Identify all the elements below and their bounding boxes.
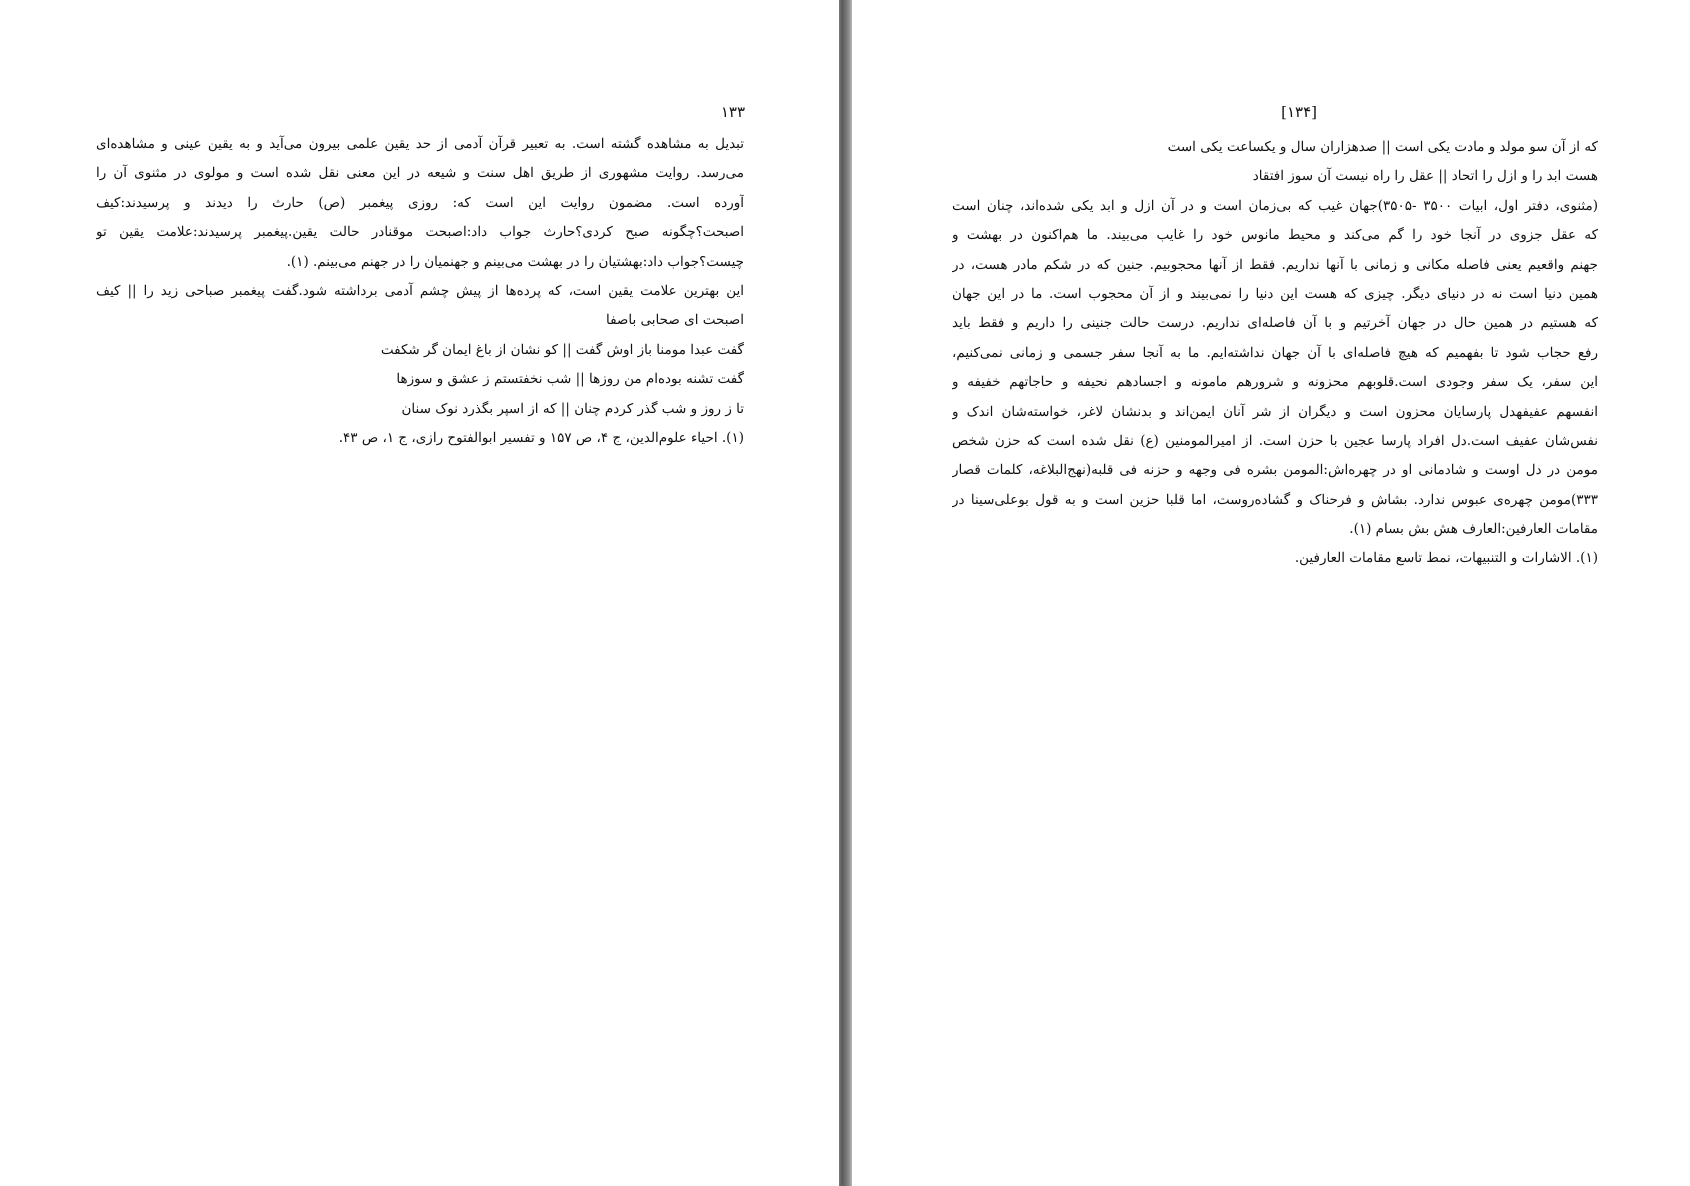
right-page-text [952,133,1598,574]
text-line: نفس‌شان عفیف است.دل افراد پارسا عجین با حزن است. از امیرالمومنین (ع) نقل شده است که حزن شخص [952,432,1598,449]
text-line: انفسهم عفیفهدل پارسایان محزون است و دیگران از شر آنان ایمن‌اند و بدنشان لاغر، خواسته‌شان اندک و [952,403,1598,420]
text-line: اصبحت ای صحابی باصفا [605,312,744,329]
text-line: (مثنوی، دفتر اول، ابیات ۳۵۰۰ -۳۵۰۵)جهان غیب که بی‌زمان است و در آن ازل و ابد یکی شده‌اند، چنان است [952,197,1598,214]
verse-line: گفت عبدا مومنا باز اوش گفت || کو نشان از باغ ایمان گر شکفت [380,341,744,358]
text-line: رفع حجاب شود تا بفهمیم که هیچ فاصله‌ای با آن جهان نداشته‌ایم. ما به آنجا سفر جسمی و زمانی نمی‌کنیم، [952,344,1598,361]
text-line: که عقل جزوی در آنجا خود را گم می‌کند و محیط مانوس خود را غایب می‌بیند. ما هم‌اکنون در بهشت و [952,227,1598,244]
text-line: چیست؟جواب داد:بهشتیان را در بهشت می‌بینم و جهنمیان را در جهنم می‌بینم. (۱). [286,253,744,270]
text-line: ۳۳۳)مومن چهره‌ی عبوس ندارد. بشاش و فرحناک و گشاده‌روست، اما قلبا حزین است و به قول بوعلی‌سینا در [952,491,1598,508]
text-line: این بهترین علامت یقین است، که پرده‌ها از پیش چشم آدمی برداشته شود.گفت پیغمبر صباحی زید را || کیف [96,282,744,299]
text-line: مومن در دل اوست و شادمانی او در چهره‌اش:المومن بشره فی وجهه و حزنه فی قلبه(نهج‌البلاغه، کلمات قصار [952,462,1598,479]
verse-line: که از آن سو مولد و مادت یکی است || صدهزاران سال و یکساعت یکی است [1167,139,1598,155]
left-page [0,0,839,1186]
right-page [852,0,1690,1186]
left-page-number: ۱۳۳ [720,103,745,121]
verse-line: هست ابد را و ازل را اتحاد || عقل را راه نیست آن سوز افتقاد [1252,168,1598,185]
text-line: مقامات العارفین:العارف هش بش بسام (۱). [1349,521,1598,538]
verse-line: تا ز روز و شب گذر کردم چنان || که از اسپر بگذرد نوک سنان [401,400,744,417]
footnote: (۱). الاشارات و التنبیهات، نمط تاسع مقامات العارفین. [1294,550,1598,567]
text-line: این سفر، یک سفر وجودی است.قلوبهم محزونه و شرورهم مامونه و اجسادهم نحیفه و حاجاتهم خفیفه و [952,374,1598,391]
text-line: جهنم واقعیم یعنی فاصله مکانی و زمانی با آنها نداریم. فقط از آنها محجوبیم. جنین که در شکم مادر هست، در [952,256,1598,273]
footnote: (۱). احیاء علوم‌الدین، ج ۴، ص ۱۵۷ و تفسیر ابوالفتوح رازی، ج ۱، ص ۴۳. [338,429,744,446]
left-page-text [96,130,744,453]
text-line: اصبحت؟چگونه صبح کردی؟حارث جواب داد:اصبحت موقنادر حالت یقین.پیغمبر پرسیدند:علامت یقین تو [96,224,744,241]
right-page-number: [۱۳۴] [1281,103,1317,121]
text-line: که هستیم در همین حال در جهان آخرتیم و با آن فاصله‌ای نداریم. درست حالت جنینی را داریم و فقط باید [952,315,1598,332]
page-gutter [839,0,852,1186]
verse-line: گفت تشنه بوده‌ام من روزها || شب نخفتستم ز عشق و سوزها [396,371,744,388]
text-line: همین دنیا است نه در دنیای دیگر. چیزی که هست این دنیا را نمی‌بیند و از آن محجوب است. ما در این جهان [952,285,1598,302]
text-line: آورده است. مضمون روایت این است که: روزی پیغمبر (ص) حارث را دیدند و پرسیدند:کیف [96,194,744,211]
text-line: تبدیل به مشاهده گشته است. به تعبیر قرآن آدمی از حد یقین علمی بیرون می‌آید و به یقین عینی و مشاهده‌ای [96,136,744,152]
text-line: می‌رسد. روایت مشهوری از طریق اهل سنت و شیعه در این معنی نقل شده است و مولوی در مثنوی آن را [96,165,744,182]
